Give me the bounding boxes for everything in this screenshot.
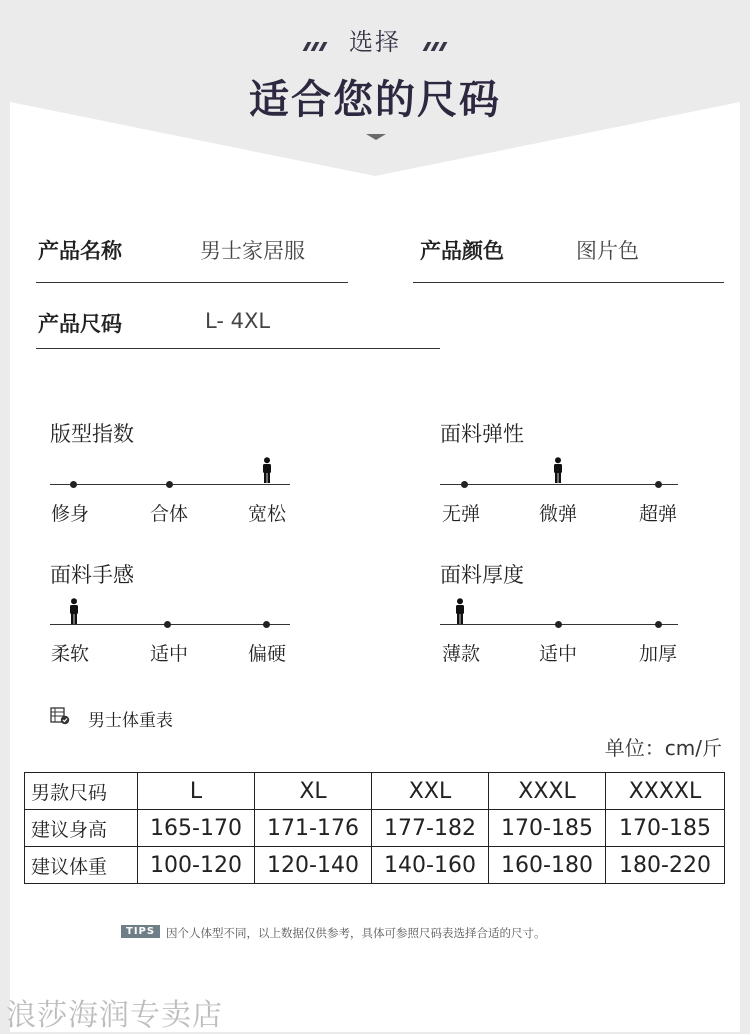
decor-slashes-right xyxy=(423,29,447,57)
scale-label: 适中 xyxy=(538,643,577,665)
decor-slashes-left xyxy=(303,29,327,57)
scale-dot xyxy=(166,481,173,488)
table-icon xyxy=(50,707,70,725)
scale-label: 薄款 xyxy=(441,643,480,665)
product-name-label: 产品名称 xyxy=(38,239,122,263)
tips-badge: TIPS xyxy=(121,925,160,938)
scale-label: 偏硬 xyxy=(247,643,286,665)
table-caption: 男士体重表 xyxy=(88,711,173,731)
scale-dot xyxy=(461,481,468,488)
table-cell: 165-170 xyxy=(138,810,255,847)
scale-label: 加厚 xyxy=(638,643,677,665)
table-cell: XXXL xyxy=(489,773,606,810)
table-cell: 180-220 xyxy=(606,847,725,884)
table-cell: XL xyxy=(255,773,372,810)
divider xyxy=(36,282,348,283)
scale-label: 超弹 xyxy=(638,503,677,525)
eyebrow-text: 选择 xyxy=(349,28,401,56)
divider xyxy=(36,348,440,349)
scale-label: 无弹 xyxy=(441,503,480,525)
scale-title: 面料手感 xyxy=(50,563,134,587)
caret-down-icon xyxy=(366,134,386,140)
table-cell: 171-176 xyxy=(255,810,372,847)
divider xyxy=(413,282,724,283)
scale-line xyxy=(440,484,678,485)
scale-label: 修身 xyxy=(50,503,89,525)
person-marker-icon xyxy=(454,598,466,624)
table-cell: 100-120 xyxy=(138,847,255,884)
product-color-label: 产品颜色 xyxy=(420,239,504,263)
scale-label: 宽松 xyxy=(247,503,286,525)
table-cell: 建议身高 xyxy=(25,810,138,847)
table-cell: XXXXL xyxy=(606,773,725,810)
tips-text: 因个人体型不同，以上数据仅供参考，具体可参照尺码表选择合适的尺寸。 xyxy=(166,926,546,940)
header-eyebrow xyxy=(0,22,750,57)
unit-label: 单位：cm/斤 xyxy=(604,736,722,760)
person-marker-icon xyxy=(261,457,273,483)
page-title: 适合您的尺码 xyxy=(249,77,501,123)
store-watermark: 浪莎海润专卖店 xyxy=(6,998,223,1033)
product-size-value: L- 4XL xyxy=(205,309,271,333)
product-size-label: 产品尺码 xyxy=(38,312,122,336)
product-color-value: 图片色 xyxy=(576,239,639,263)
person-marker-icon xyxy=(552,457,564,483)
table-cell: 177-182 xyxy=(372,810,489,847)
scale-title: 面料厚度 xyxy=(440,563,524,587)
scale-dot xyxy=(555,621,562,628)
scale-dot xyxy=(70,481,77,488)
scale-dot xyxy=(263,621,270,628)
scale-dot xyxy=(164,621,171,628)
table-cell: 男款尺码 xyxy=(25,773,138,810)
scale-label: 合体 xyxy=(149,503,188,525)
table-cell: L xyxy=(138,773,255,810)
product-name-value: 男士家居服 xyxy=(200,239,305,263)
table-cell: 170-185 xyxy=(489,810,606,847)
table-cell: 建议体重 xyxy=(25,847,138,884)
scale-label: 微弹 xyxy=(538,503,577,525)
scale-title: 版型指数 xyxy=(50,422,134,446)
table-cell: 160-180 xyxy=(489,847,606,884)
table-row xyxy=(25,847,725,884)
table-cell: 120-140 xyxy=(255,847,372,884)
size-table xyxy=(24,772,725,884)
table-row xyxy=(25,810,725,847)
table-cell: 170-185 xyxy=(606,810,725,847)
scale-dot xyxy=(655,481,662,488)
table-cell: XXL xyxy=(372,773,489,810)
person-marker-icon xyxy=(68,598,80,624)
scale-label: 柔软 xyxy=(50,643,89,665)
table-cell: 140-160 xyxy=(372,847,489,884)
scale-label: 适中 xyxy=(149,643,188,665)
table-header-row xyxy=(25,773,725,810)
scale-dot xyxy=(655,621,662,628)
scale-title: 面料弹性 xyxy=(440,422,524,446)
